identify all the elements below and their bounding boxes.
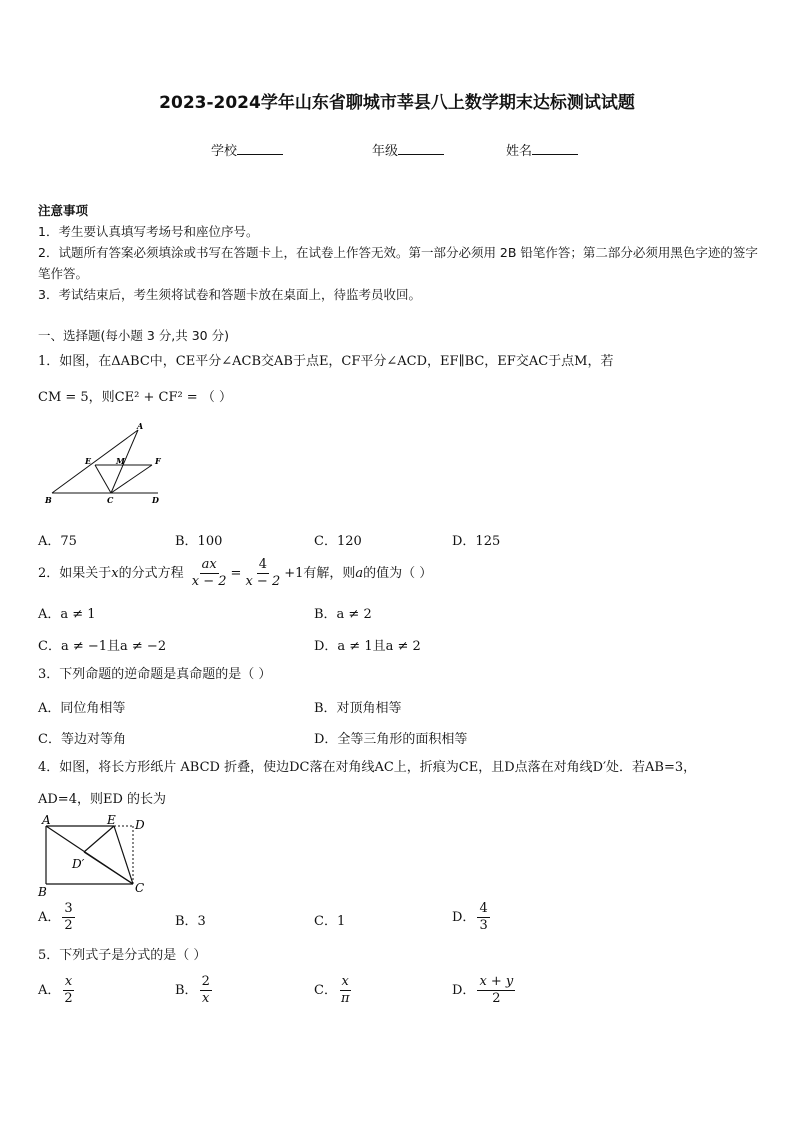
q4-option-c[interactable]: C．1 xyxy=(314,914,346,929)
q2-text-pre: 2．如果关于 xyxy=(38,566,112,581)
q2-var-a: a xyxy=(355,566,364,581)
section-heading: 一、选择题(每小题 3 分,共 30 分) xyxy=(38,328,229,343)
q5-option-c-numerator: x xyxy=(341,974,349,989)
q1-figure xyxy=(40,420,170,510)
q5-option-c-fraction xyxy=(339,974,352,1007)
q5-option-a-label: A． xyxy=(38,983,61,998)
grade-label: 年级 xyxy=(372,144,399,159)
grade-blank[interactable] xyxy=(398,141,444,155)
q2-rhs-numerator: 4 xyxy=(258,557,267,572)
q2-lhs-fraction xyxy=(190,557,229,590)
q2-rhs-fraction xyxy=(243,557,282,590)
q3-stem: 3．下列命题的逆命题是真命题的是（ ） xyxy=(38,667,272,682)
fig1-label-F: F xyxy=(155,456,161,466)
name-label: 姓名 xyxy=(506,144,533,159)
q2-option-a[interactable]: A．a ≠ 1 xyxy=(38,607,96,622)
q5-option-c-denominator: π xyxy=(340,991,350,1006)
note-item: 3．考试结束后，考生须将试卷和答题卡放在桌面上，待监考员收回。 xyxy=(38,287,421,302)
q2-option-c[interactable]: C．a ≠ −1且a ≠ −2 xyxy=(38,639,167,654)
q5-option-b-numerator: 2 xyxy=(201,974,210,989)
q4-option-d-fraction xyxy=(477,901,489,934)
q5-option-a-fraction xyxy=(62,974,74,1007)
fig4-label-A: A xyxy=(42,813,51,827)
q5-option-b-denominator: x xyxy=(202,991,210,1006)
q5-option-c[interactable] xyxy=(314,973,354,1009)
q2-option-d[interactable]: D．a ≠ 1且a ≠ 2 xyxy=(314,639,421,654)
q4-option-a[interactable] xyxy=(38,900,77,936)
q2-text-post: 的值为（ ） xyxy=(363,566,433,581)
q2-lhs-numerator: ax xyxy=(201,557,217,572)
q5-option-d-label: D． xyxy=(452,983,476,998)
q5-option-a[interactable] xyxy=(38,973,77,1009)
fig1-label-C: C xyxy=(107,495,114,505)
q5-option-b[interactable] xyxy=(175,973,214,1009)
q5-option-d-numerator: x + y xyxy=(479,974,514,989)
q1-stem-line2: CM = 5，则CE² + CF² = （ ） xyxy=(38,390,232,405)
q5-option-d-denominator: 2 xyxy=(492,991,501,1006)
q1-option-b[interactable]: B．100 xyxy=(175,534,223,549)
q5-option-a-denominator: 2 xyxy=(64,991,73,1006)
name-blank[interactable] xyxy=(532,141,578,155)
fig4-label-C: C xyxy=(135,881,145,895)
school-field xyxy=(211,140,283,159)
school-label: 学校 xyxy=(211,144,238,159)
note-item: 1．考生要认真填写考场号和座位序号。 xyxy=(38,224,259,239)
q3-option-d[interactable]: D．全等三角形的面积相等 xyxy=(314,732,468,747)
q4-figure xyxy=(34,812,154,898)
q2-stem xyxy=(38,556,432,592)
q1-option-c[interactable]: C．120 xyxy=(314,534,362,549)
name-field xyxy=(506,140,578,159)
q2-option-b[interactable]: B．a ≠ 2 xyxy=(314,607,372,622)
q5-option-b-label: B． xyxy=(175,983,198,998)
q5-option-d-fraction xyxy=(477,974,515,1007)
q4-option-a-numerator: 3 xyxy=(64,901,73,916)
notes-block xyxy=(38,200,763,305)
notes-heading: 注意事项 xyxy=(38,203,89,218)
q1-option-d[interactable]: D．125 xyxy=(452,534,501,549)
q4-option-d-numerator: 4 xyxy=(479,901,488,916)
page-title: 2023-2024学年山东省聊城市莘县八上数学期末达标测试试题 xyxy=(159,93,635,113)
q3-option-a[interactable]: A．同位角相等 xyxy=(38,701,126,716)
q1-stem-line1: 1．如图，在ΔABC中，CE平分∠ACB交AB于点E，CF平分∠ACD，EF∥BC，EF交AC于点M，若 xyxy=(38,354,614,369)
q4-option-a-label: A． xyxy=(38,910,61,925)
fig4-label-D: D xyxy=(135,818,145,832)
q4-stem-line2: AD=4，则ED 的长为 xyxy=(38,792,167,807)
q5-option-b-fraction xyxy=(200,974,212,1007)
q2-rhs-denominator: x − 2 xyxy=(245,574,281,589)
q5-stem: 5．下列式子是分式的是（ ） xyxy=(38,948,207,963)
q4-stem-line1: 4．如图，将长方形纸片 ABCD 折叠，使边DC落在对角线AC上，折痕为CE，且D点落在对角线D′处．若AB=3， xyxy=(38,760,697,775)
fig1-label-B: B xyxy=(45,495,52,505)
fig1-label-M: M xyxy=(116,456,125,466)
fig1-label-A: A xyxy=(137,421,144,431)
fig1-label-E: E xyxy=(85,456,92,466)
q2-lhs-denominator: x − 2 xyxy=(191,574,227,589)
q4-option-d-denominator: 3 xyxy=(479,918,488,933)
fig1-label-D: D xyxy=(152,495,159,505)
q4-option-b[interactable]: B．3 xyxy=(175,914,206,929)
fig4-label-D-prime: D′ xyxy=(72,857,85,871)
fig4-label-B: B xyxy=(38,885,47,898)
q2-text-mid: 的分式方程 xyxy=(118,566,184,581)
q5-option-d[interactable] xyxy=(452,973,517,1009)
q1-option-a[interactable]: A．75 xyxy=(38,534,77,549)
q2-var-x: x xyxy=(111,566,119,581)
q4-option-a-denominator: 2 xyxy=(64,918,73,933)
grade-field xyxy=(372,140,444,159)
q2-text-plus: +1有解，则 xyxy=(284,566,356,581)
q3-option-b[interactable]: B．对顶角相等 xyxy=(314,701,402,716)
q5-option-a-numerator: x xyxy=(64,974,73,989)
q4-option-d[interactable] xyxy=(452,900,492,936)
note-item: 2．试题所有答案必须填涂或书写在答题卡上，在试卷上作答无效。第一部分必须用 2B 铅笔作答；第二部分必须用黑色字迹的签字笔作答。 xyxy=(38,245,758,281)
q3-option-c[interactable]: C．等边对等角 xyxy=(38,732,126,747)
q4-option-d-label: D． xyxy=(452,910,476,925)
q2-equals: = xyxy=(230,566,242,581)
q5-option-c-label: C． xyxy=(314,983,337,998)
school-blank[interactable] xyxy=(237,141,283,155)
fig4-label-E: E xyxy=(107,813,116,827)
q4-option-a-fraction xyxy=(62,901,74,934)
